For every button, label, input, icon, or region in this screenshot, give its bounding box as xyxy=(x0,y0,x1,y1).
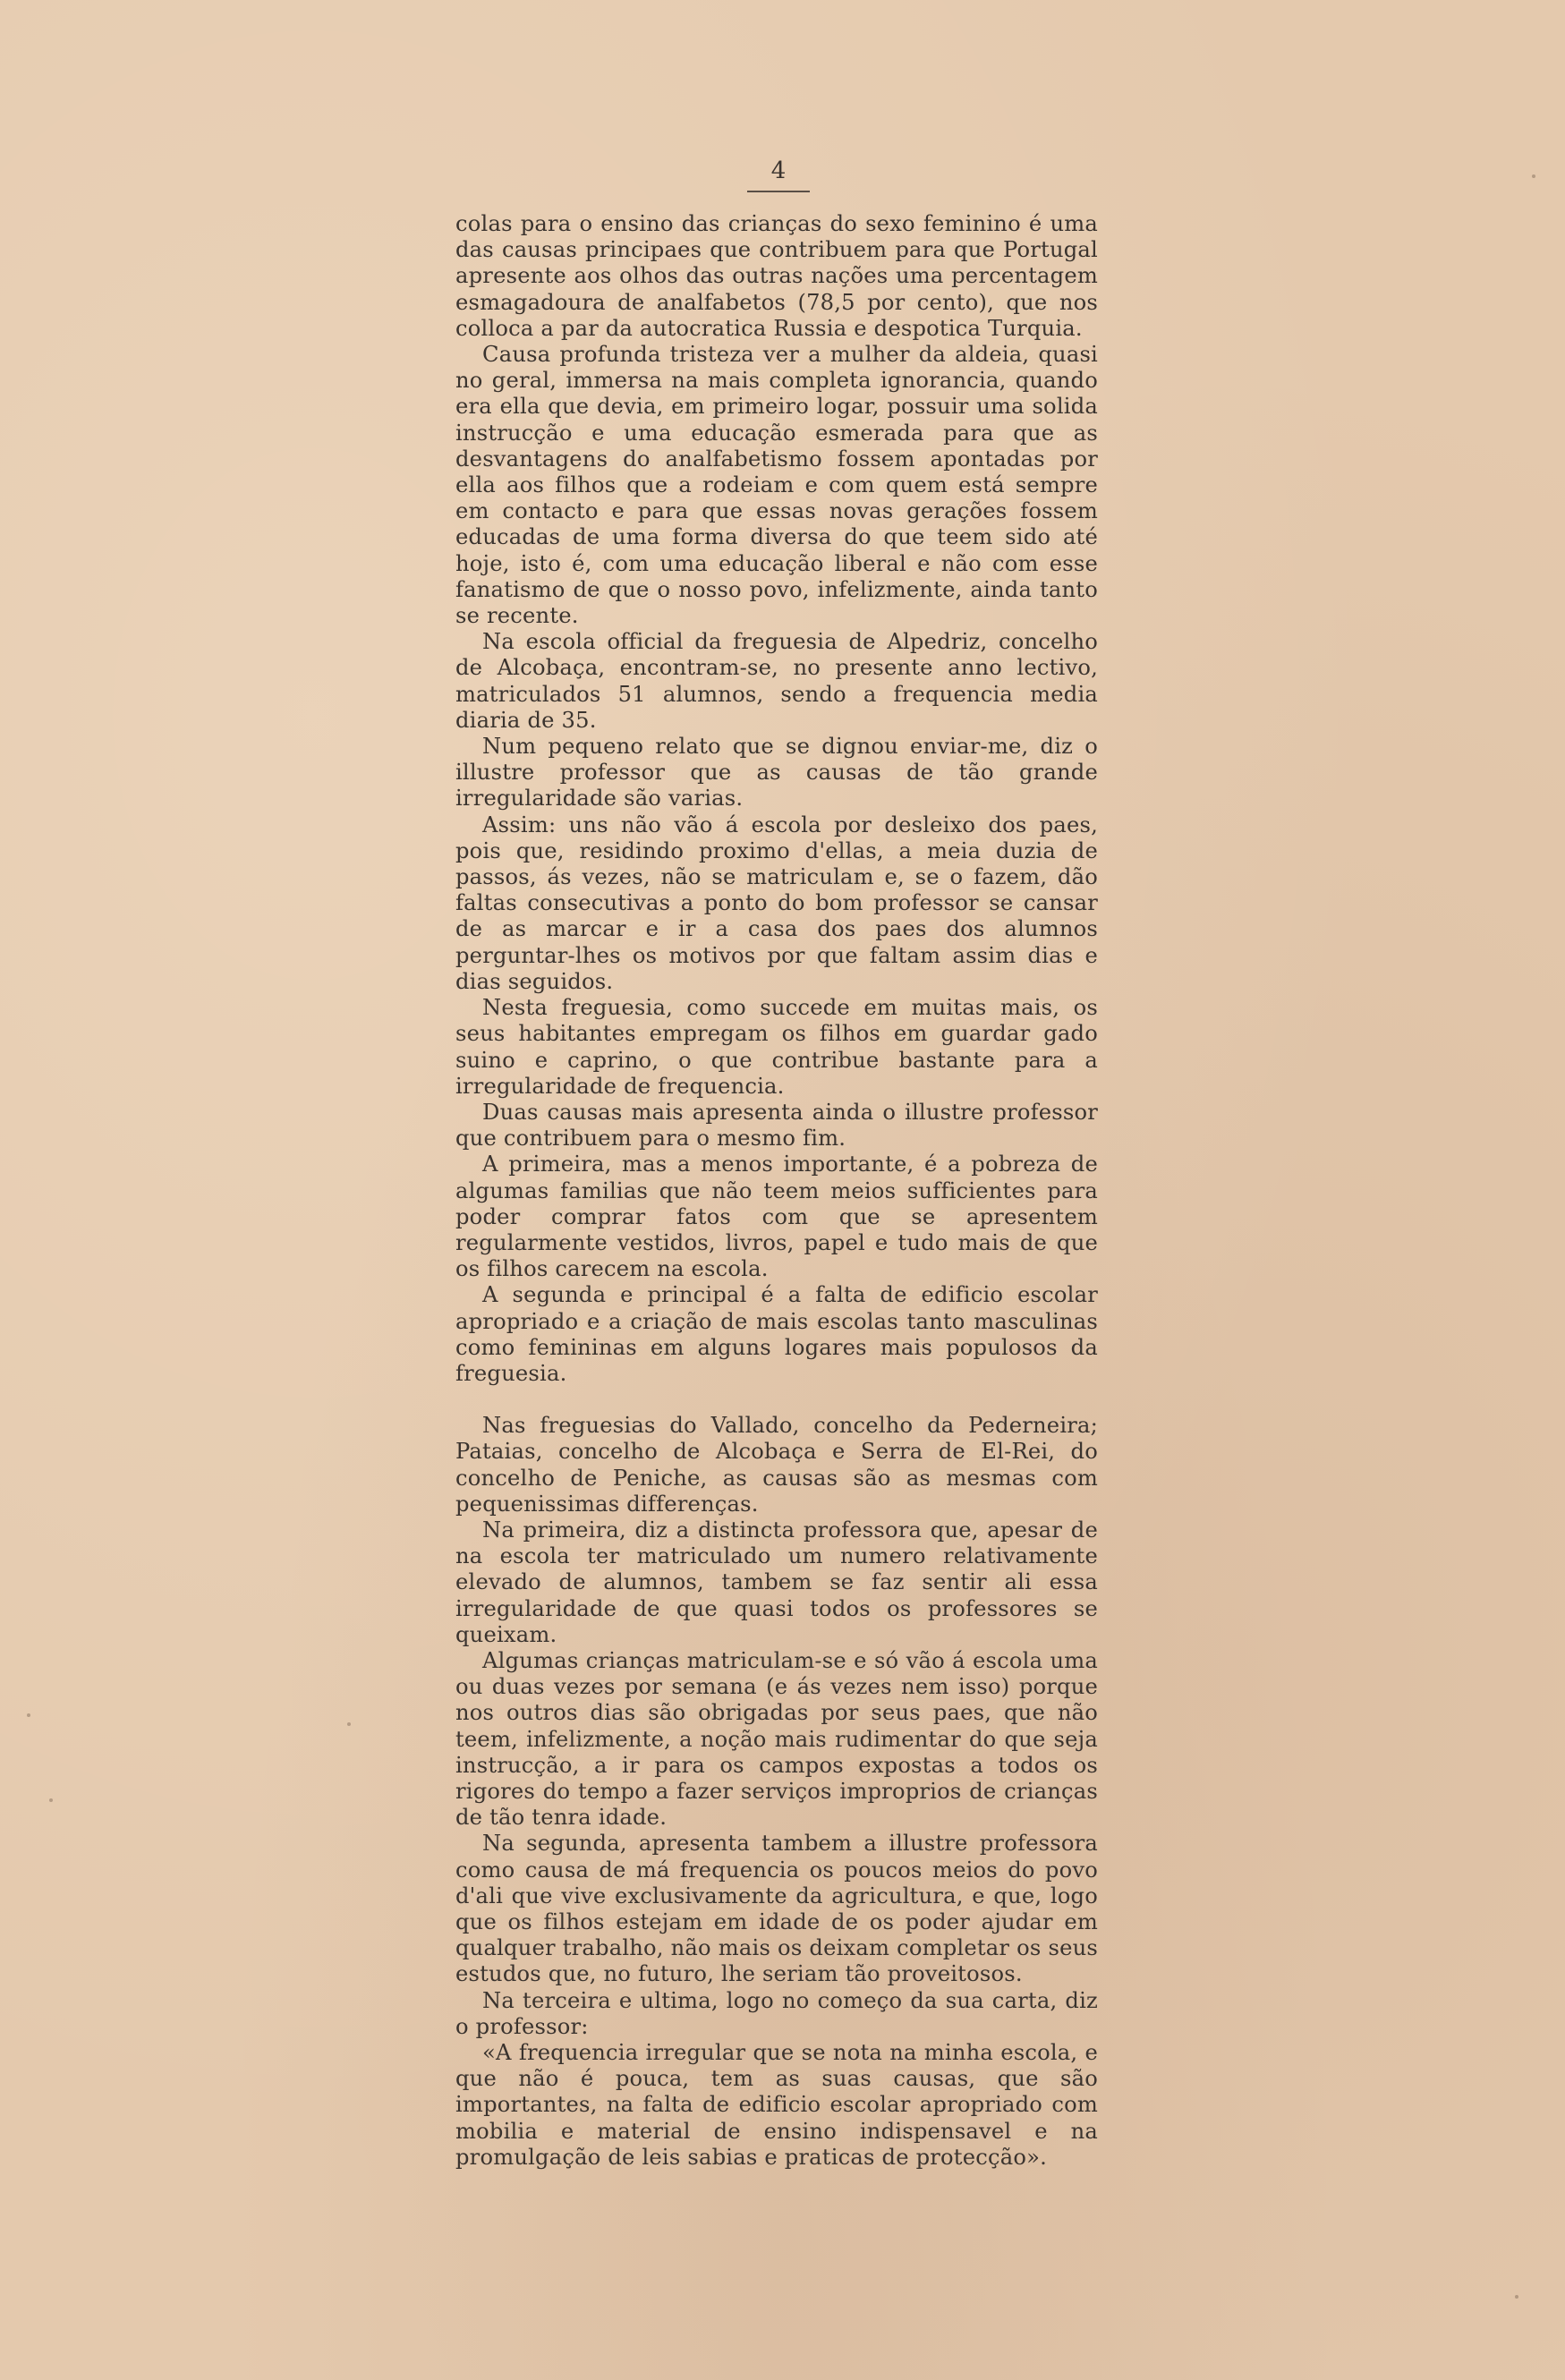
page-number-rule xyxy=(747,191,810,192)
paragraph: Nesta freguesia, como succede em muitas mais, os seus habitantes empregam os filhos em guardar gado suino e caprino, o que contribue bastante para a irregularidade de frequencia. xyxy=(455,995,1098,1099)
paragraph: Na primeira, diz a distincta professora que, apesar de na escola ter matriculado um numero relativamente elevado de alumnos, tambem se faz sentir ali essa irregularidade de que quasi todos os professores se queixam. xyxy=(455,1517,1098,1647)
paragraph: A segunda e principal é a falta de edificio escolar apropriado e a criação de mais escolas tanto masculinas como femininas em alguns logares mais populosos da freguesia. xyxy=(455,1282,1098,1386)
section-break xyxy=(455,1387,1098,1413)
quotation-paragraph: «A frequencia irregular que se nota na minha escola, e que não é pouca, tem as suas causas, que são importantes, na falta de edificio escolar apropriado com mobilia e material de ensino indispensavel e na promulgação de leis sabias e praticas de protecção». xyxy=(455,2040,1098,2170)
paragraph: Nas freguesias do Vallado, concelho da Pederneira; Pataias, concelho de Alcobaça e Serra de El-Rei, do concelho de Peniche, as causas são as mesmas com pequenissimas differenças. xyxy=(455,1413,1098,1517)
paper-speck xyxy=(1515,2295,1518,2299)
paragraph: Na segunda, apresenta tambem a illustre professora como causa de má frequencia os poucos meios do povo d'ali que vive exclusivamente da agricultura, e que, logo que os filhos estejam em idade de os poder ajudar em qualquer trabalho, não mais os deixam completar os seus estudos que, no futuro, lhe seriam tão proveitosos. xyxy=(455,1831,1098,1987)
paragraph: A primeira, mas a menos importante, é a pobreza de algumas familias que não teem meios sufficientes para poder comprar fatos com que se apresentem regularmente vestidos, livros, papel e tudo mais de que os filhos carecem na escola. xyxy=(455,1152,1098,1282)
paragraph: Na escola official da freguesia de Alpedriz, concelho de Alcobaça, encontram-se, no presente anno lectivo, matriculados 51 alumnos, sendo a frequencia media diaria de 35. xyxy=(455,629,1098,733)
paragraph: colas para o ensino das crianças do sexo feminino é uma das causas principaes que contribuem para que Portugal apresente aos olhos das outras nações uma percentagem esmagadoura de analfabetos (78,5 por cento), que nos colloca a par da autocratica Russia e despotica Turquia. xyxy=(455,211,1098,341)
paper-speck xyxy=(347,1722,351,1726)
paper-speck xyxy=(27,1713,30,1717)
body-text xyxy=(455,211,1098,2171)
paragraph: Algumas crianças matriculam-se e só vão á escola uma ou duas vezes por semana (e ás vezes nem isso) porque nos outros dias são obrigadas por seus paes, que não teem, infelizmente, a noção mais rudimentar do que seja instrucção, a ir para os campos expostas a todos os rigores do tempo a fazer serviços improprios de crianças de tão tenra idade. xyxy=(455,1647,1098,1831)
paragraph: Num pequeno relato que se dignou enviar-me, diz o illustre professor que as causas de tão grande irregularidade são varias. xyxy=(455,734,1098,812)
paragraph: Causa profunda tristeza ver a mulher da aldeia, quasi no geral, immersa na mais completa ignorancia, quando era ella que devia, em primeiro logar, possuir uma solida instrucção e uma educação esmerada para que as desvantagens do analfabetismo fossem apontadas por ella aos filhos que a rodeiam e com quem está sempre em contacto e para que essas novas gerações fossem educadas de uma forma diversa do que teem sido até hoje, isto é, com uma educação liberal e não com esse fanatismo de que o nosso povo, infelizmente, ainda tanto se recente. xyxy=(455,342,1098,629)
paragraph: Na terceira e ultima, logo no começo da sua carta, diz o professor: xyxy=(455,1987,1098,2039)
page-number: 4 xyxy=(770,157,787,184)
paragraph: Assim: uns não vão á escola por desleixo dos paes, pois que, residindo proximo d'ellas, a meia duzia de passos, ás vezes, não se matriculam e, se o fazem, dão faltas consecutivas a ponto do bom professor se cansar de as marcar e ir a casa dos paes dos alumnos perguntar-lhes os motivos por que faltam assim dias e dias seguidos. xyxy=(455,812,1098,994)
paper-speck xyxy=(49,1798,53,1802)
paper-speck xyxy=(1532,174,1535,178)
paragraph: Duas causas mais apresenta ainda o illustre professor que contribuem para o mesmo fim. xyxy=(455,1099,1098,1152)
